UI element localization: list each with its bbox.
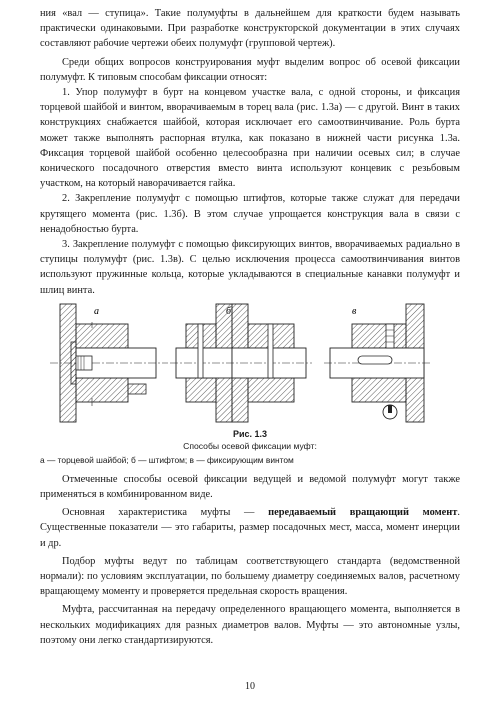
term-transmitted-torque: передаваемый вращающий момент bbox=[268, 507, 458, 519]
drawing-b-pin bbox=[170, 304, 312, 422]
paragraph-selection: Подбор муфты ведут по таблицам соответствующего стандарта (ведомственной нормали): по условиям эксплуатации, по большему диаметру соединяемых валов, расчетному вращающему моменту и проверяется предельная скорость вращения. bbox=[40, 555, 460, 598]
figure-title: Способы осевой фиксации муфт: bbox=[183, 440, 317, 451]
label-c: в bbox=[352, 305, 357, 317]
paragraph-method-1: 1. Упор полумуфт в бурт на концевом участке вала, с одной стороны, и фиксация торцевой шайбой и винтом, вворачиваемым в торец вала (рис. 1.3а) — с другой. Винт в таких конструкциях снабжается шайбой, которая исключает его самоотвинчивание. Роль бурта может также выполнять распорная втулка, как показано в нижней части рисунка 1.3а. Фиксация торцевой шайбой особенно целесообразна при наличии осевых сил; в случае конического посадочного отверстия вместо винта используют концевик с резьбовым участком, на который наворачивается гайка. bbox=[40, 87, 460, 190]
paragraph-continuation: ния «вал — ступица». Такие полумуфты в дальнейшем для краткости будем называть практически одинаковыми. При разработке конструкторской документации в этих случаях составляют рабочие чертежи обеих полумуфт (групповой чертеж). bbox=[40, 8, 460, 50]
paragraph-combined-methods: Отмеченные способы осевой фиксации ведущей и ведомой полумуфт могут также применяться в комбинированном виде. bbox=[40, 473, 460, 501]
figure-legend: а — торцевой шайбой; б — штифтом; в — фиксирующим винтом bbox=[40, 454, 294, 465]
body-text-top bbox=[40, 6, 460, 298]
figure-number: Рис. 1.3 bbox=[232, 428, 268, 439]
paragraph-method-2: 2. Закрепление полумуфт с помощью штифтов, которые также служат для передачи крутящего момента (рис. 1.3б). В этом случае упрощается конструкция вала в связи с ненадобностью бурта. bbox=[40, 193, 460, 235]
label-a: а bbox=[94, 305, 99, 317]
figure-caption bbox=[40, 428, 460, 452]
page-number: 10 bbox=[245, 681, 255, 692]
main-characteristic-start: Основная характеристика муфты — bbox=[62, 507, 255, 519]
figure-1-3 bbox=[40, 302, 460, 424]
paragraph-modifications: Муфта, рассчитанная на передачу определенного вращающего момента, выполняется в нескольких модификациях для разных диаметров валов. Муфты — это автономные узлы, поэтому они легко стандартизируются. bbox=[40, 604, 460, 646]
drawing-a-end-washer bbox=[50, 304, 168, 422]
main-characteristic-end: . Существенные показатели — это габариты, размер посадочных мест, масса, момент инерции и др. bbox=[40, 507, 460, 549]
paragraph-axial-fixation-intro: Среди общих вопросов конструирования муфт выделим вопрос об осевой фиксации полумуфт. К типовым способам фиксации относят: bbox=[40, 56, 460, 83]
paragraph-main-characteristic bbox=[40, 505, 460, 551]
paragraph-method-3: 3. Закрепление полумуфт с помощью фиксирующих винтов, вворачиваемых радиально в ступицы полумуфт (рис. 1.3в). С целью исключения процесса самоотвинчивания винтов используют пружинные кольца, которые укладываются в специальные канавки полумуфт и шлиц винта. bbox=[40, 239, 460, 296]
drawing-c-set-screw bbox=[324, 304, 432, 422]
body-text-bottom bbox=[40, 472, 460, 648]
